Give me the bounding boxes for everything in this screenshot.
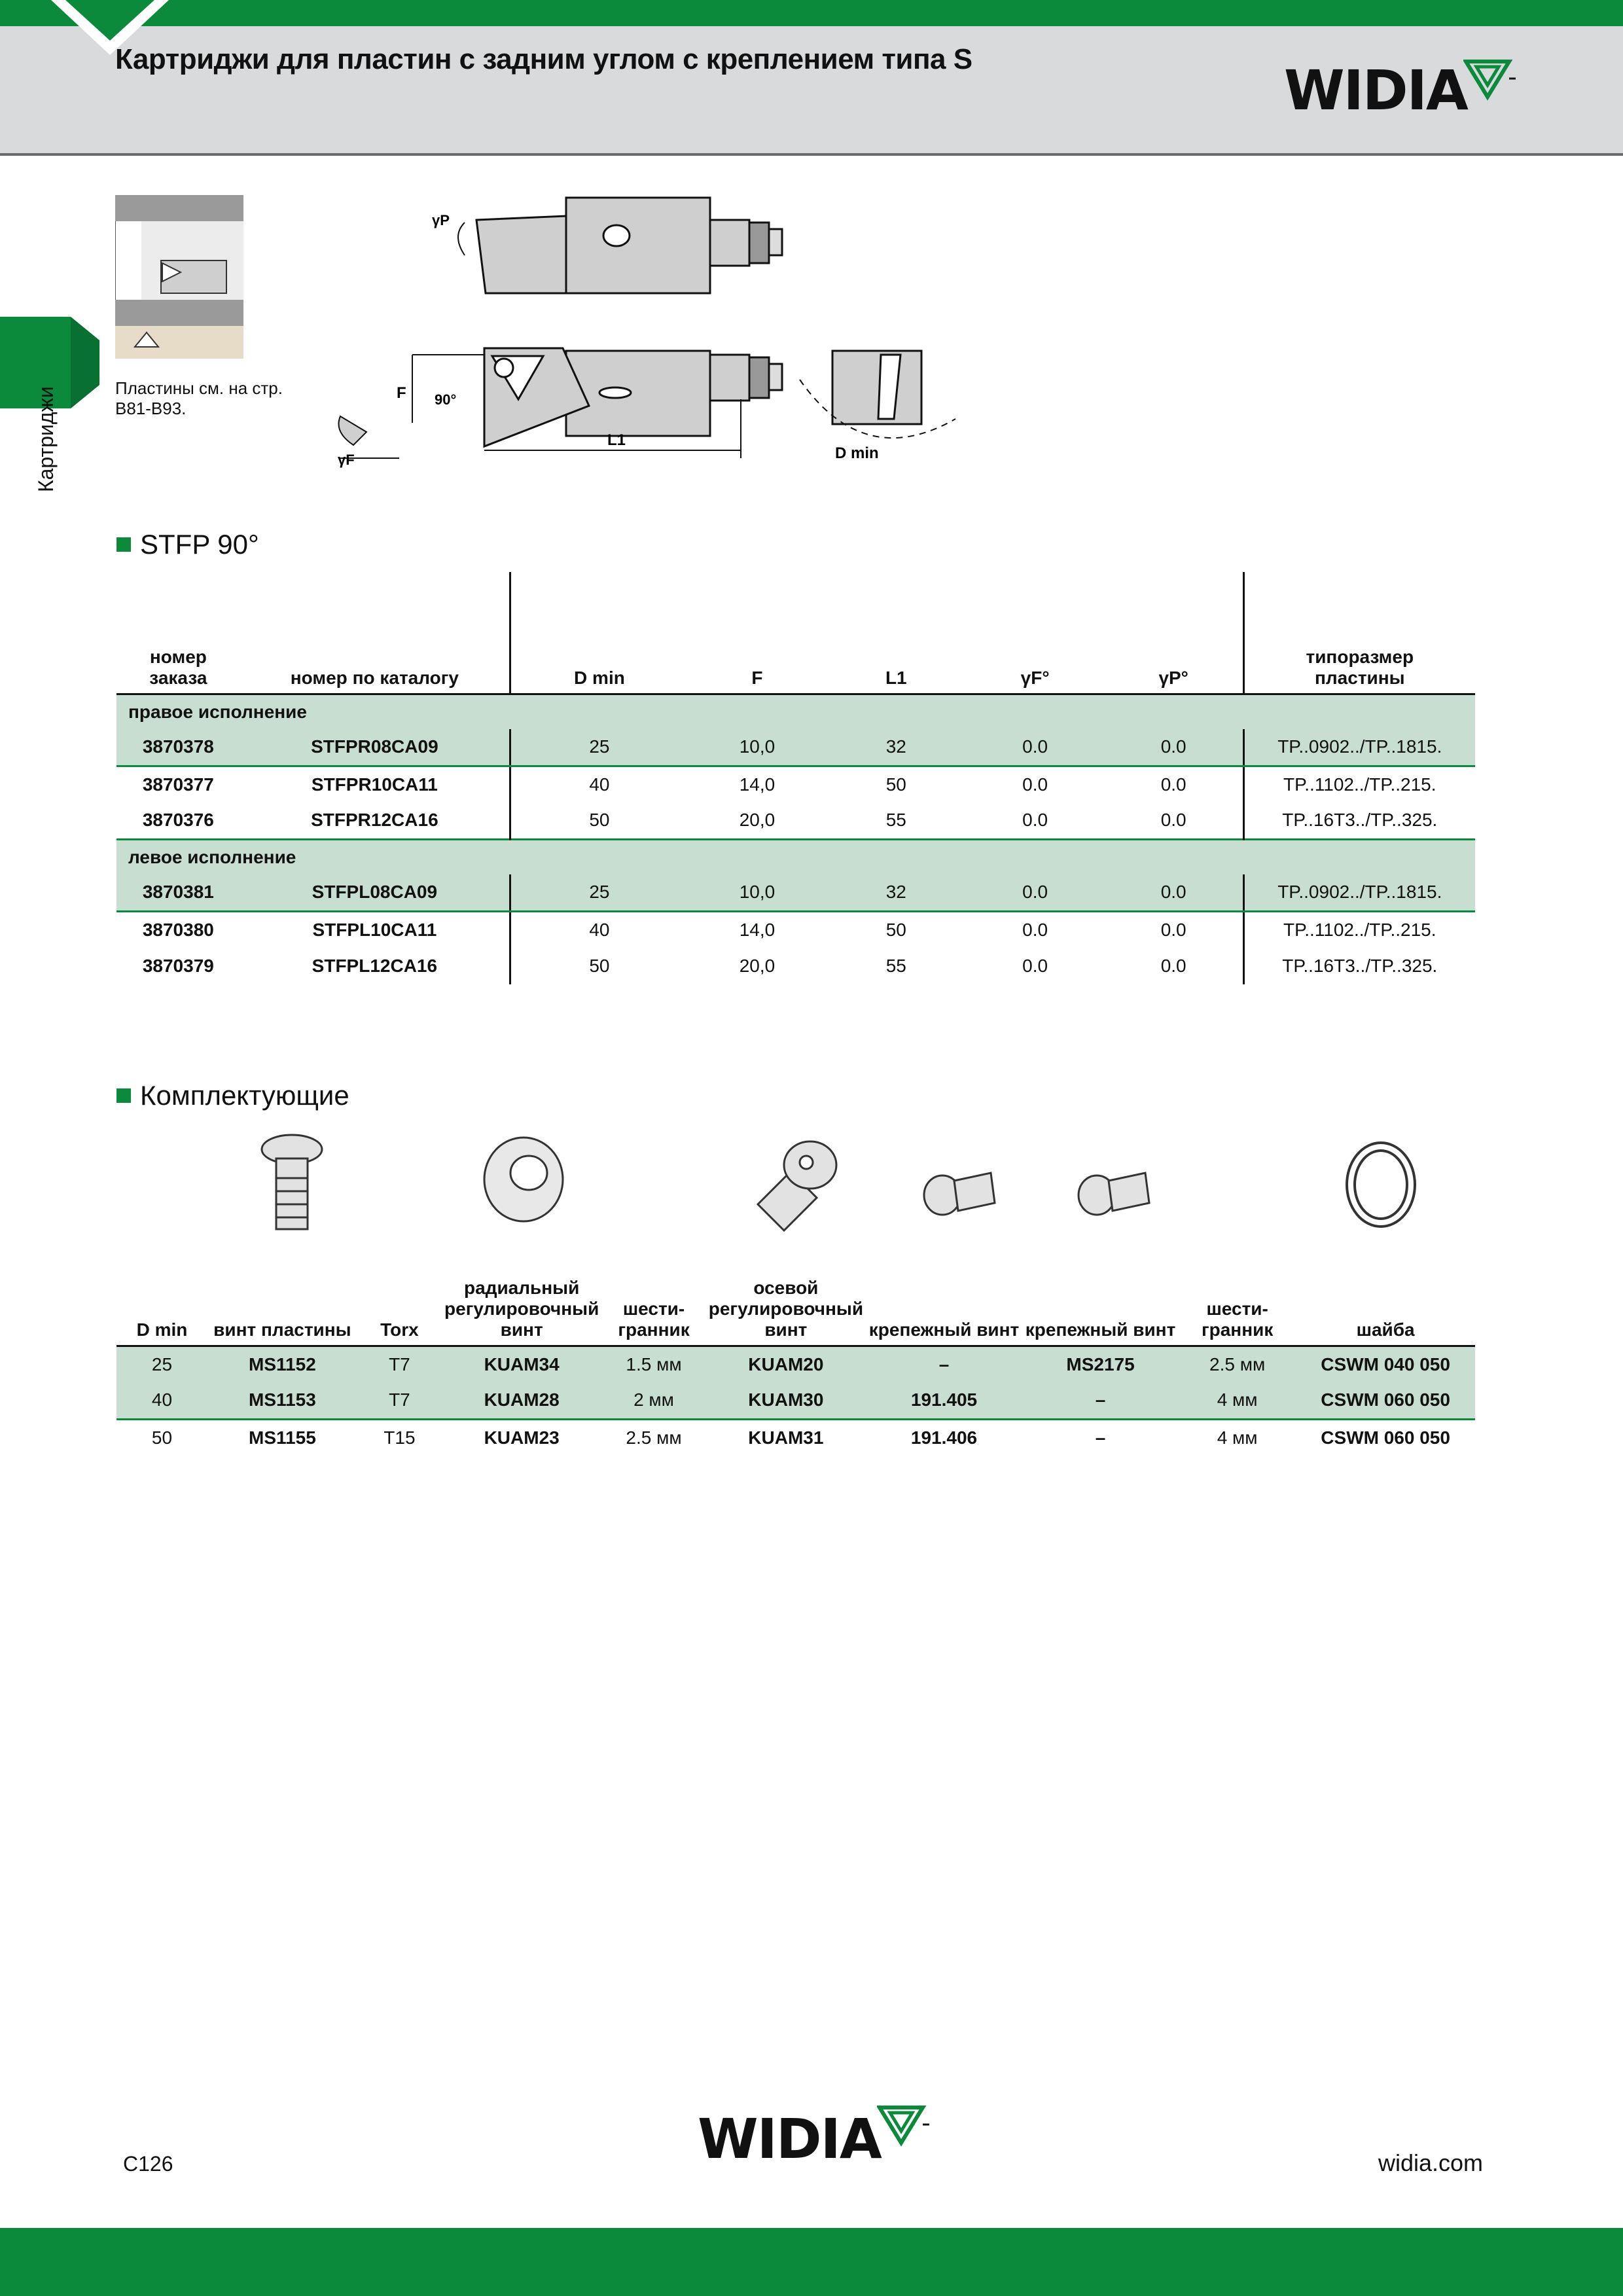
dmin-view	[800, 351, 955, 438]
col-washer: шайба	[1296, 1275, 1475, 1346]
table-row	[116, 911, 1475, 948]
gamma-p-label: γP	[432, 212, 450, 228]
washer-value: CSWM 060 050	[1296, 1382, 1475, 1419]
gamma-f-value: 0.0	[1022, 919, 1048, 940]
section-bullet-icon	[116, 537, 131, 552]
hex-key-value: 2 мм	[601, 1382, 705, 1419]
radial-screw-value: KUAM28	[442, 1382, 601, 1419]
top-accent-bar	[0, 0, 1623, 26]
sidebar-label: Картриджи	[34, 386, 58, 492]
footer-logo-wordmark: WIDIA	[698, 2107, 881, 2171]
washer-value: CSWM 040 050	[1296, 1346, 1475, 1382]
socket-screw-icon	[1079, 1173, 1149, 1215]
widia-triangle-icon	[877, 2105, 929, 2148]
insert-screw-value: MS1153	[207, 1382, 357, 1419]
cartridge-top-view	[476, 198, 782, 293]
gamma-f-value: 0.0	[1022, 956, 1048, 976]
hex-key-value: 4 мм	[1179, 1382, 1296, 1419]
insert-size-value: TP..16T3../TP..325.	[1243, 802, 1475, 839]
page-number: C126	[123, 2152, 173, 2176]
table-row	[116, 1419, 1475, 1456]
group-row	[116, 839, 1475, 874]
logo-wordmark: WIDIA	[1284, 58, 1467, 122]
dmin-value: 50	[510, 948, 688, 984]
washer-value: CSWM 060 050	[1321, 1427, 1450, 1448]
accessories-section-title	[116, 1080, 349, 1111]
catalog-number: STFPR08CA09	[240, 729, 510, 766]
accessories-section-label: Комплектующие	[140, 1080, 349, 1111]
dmin-label: D min	[835, 444, 879, 462]
group-label: левое исполнение	[116, 839, 1475, 874]
order-number: 3870378	[116, 729, 240, 766]
gamma-f-value: 0.0	[1022, 810, 1048, 831]
torx-value: T15	[383, 1427, 416, 1448]
catalog-number: STFPL08CA09	[240, 874, 510, 911]
l1-value: 55	[885, 956, 906, 976]
gamma-p-value: 0.0	[1105, 874, 1243, 911]
col-order-number: номер заказа	[116, 572, 240, 694]
col-f: F	[688, 572, 827, 694]
acc-dmin-value: 50	[151, 1427, 173, 1448]
col-gamma-f: γF°	[965, 572, 1104, 694]
dmin-value: 40	[510, 911, 688, 948]
hex-key-value: 1.5 мм	[601, 1346, 705, 1382]
set-screw-icon	[484, 1138, 563, 1221]
catalog-number: STFPR12CA16	[311, 810, 438, 831]
gamma-p-value: 0.0	[1160, 956, 1186, 976]
insert-size-value: TP..0902../TP..1815.	[1243, 874, 1475, 911]
f-value: 14,0	[739, 919, 776, 940]
table-row	[116, 874, 1475, 911]
insert-size-value: TP..1102../TP..215.	[1243, 766, 1475, 802]
hex-key-value: 2.5 мм	[1179, 1346, 1296, 1382]
col-clamp-screw-2: крепежный винт	[1022, 1275, 1179, 1346]
table-row	[116, 1346, 1475, 1382]
f-value: 10,0	[688, 874, 827, 911]
l1-value: 32	[827, 729, 965, 766]
col-hex-key-1: шести-гранник	[601, 1275, 705, 1346]
section-bullet-icon	[116, 1088, 131, 1103]
col-gamma-p: γP°	[1105, 572, 1243, 694]
gamma-p-value: 0.0	[1160, 919, 1186, 940]
col-catalog-number: номер по каталогу	[240, 572, 510, 694]
torx-value: T7	[357, 1382, 442, 1419]
adjusting-screw-icon	[758, 1141, 836, 1230]
l1-value: 50	[885, 774, 906, 795]
order-number: 3870376	[142, 810, 214, 831]
stfp-section-label: STFP 90°	[140, 529, 259, 560]
torx-screw-icon	[262, 1135, 322, 1229]
clamp-screw-value: MS2175	[1022, 1346, 1179, 1382]
table-row	[116, 1382, 1475, 1419]
radial-screw-value: KUAM23	[484, 1427, 560, 1448]
gamma-p-value: 0.0	[1160, 810, 1186, 831]
angle-label: 90°	[435, 391, 457, 408]
col-axial-screw: осевой регулировочный винт	[706, 1275, 866, 1346]
insert-size-value: TP..1102../TP..215.	[1243, 911, 1475, 948]
group-label: правое исполнение	[116, 694, 1475, 729]
insert-size-value: TP..16T3../TP..325.	[1243, 948, 1475, 984]
insert-reference-note: Пластины см. на стр. B81-B93.	[115, 378, 283, 419]
washer-icon	[1347, 1143, 1415, 1227]
col-insert-size: типоразмер пластины	[1243, 572, 1475, 694]
axial-screw-value: KUAM31	[748, 1427, 824, 1448]
torx-value: T7	[357, 1346, 442, 1382]
catalog-number: STFPL10CA11	[312, 919, 437, 940]
clamp-screw-value: –	[1095, 1427, 1106, 1448]
hex-key-value: 4 мм	[1217, 1427, 1258, 1448]
order-number: 3870379	[142, 956, 214, 976]
gamma-f-value: 0.0	[965, 729, 1104, 766]
footer-widia-logo	[698, 2107, 929, 2171]
accessories-table	[116, 1275, 1475, 1456]
dmin-value: 50	[510, 802, 688, 839]
col-radial-screw: радиальный регулировочный винт	[442, 1275, 601, 1346]
order-number: 3870381	[116, 874, 240, 911]
gamma-f-value: 0.0	[965, 874, 1104, 911]
radial-screw-value: KUAM34	[442, 1346, 601, 1382]
f-value: 20,0	[739, 810, 776, 831]
website-link[interactable]: widia.com	[1378, 2149, 1484, 2176]
stfp-section-title	[116, 529, 259, 560]
acc-dmin-value: 40	[116, 1382, 207, 1419]
accessories-icons	[116, 1126, 1478, 1237]
bottom-accent-bar	[0, 2228, 1623, 2296]
group-row	[116, 694, 1475, 729]
clamp-screw-value: 191.406	[910, 1427, 978, 1448]
col-hex-key-2: шести-гранник	[1179, 1275, 1296, 1346]
acc-dmin-value: 25	[116, 1346, 207, 1382]
table-row	[116, 948, 1475, 984]
insert-screw-value: MS1155	[249, 1427, 316, 1448]
axial-screw-value: KUAM30	[706, 1382, 866, 1419]
col-acc-dmin: D min	[116, 1275, 207, 1346]
axial-screw-value: KUAM20	[706, 1346, 866, 1382]
f-value: 10,0	[688, 729, 827, 766]
table-row	[116, 766, 1475, 802]
table-row	[116, 729, 1475, 766]
l1-value: 32	[827, 874, 965, 911]
corner-notch-inner	[65, 0, 154, 41]
page-title: Картриджи для пластин с задним углом с креплением типа S	[115, 43, 972, 75]
l1-value: 55	[885, 810, 906, 831]
clamp-screw-value: –	[1022, 1382, 1179, 1419]
dmin-value: 25	[510, 729, 688, 766]
table-row	[116, 802, 1475, 839]
order-number: 3870377	[142, 774, 214, 795]
clamp-screw-value: –	[866, 1346, 1022, 1382]
boring-thumbnail-image	[115, 195, 243, 359]
col-l1: L1	[827, 572, 965, 694]
insert-screw-value: MS1152	[207, 1346, 357, 1382]
widia-logo	[1284, 58, 1516, 122]
catalog-number: STFPL12CA16	[312, 956, 438, 976]
gamma-p-value: 0.0	[1105, 729, 1243, 766]
insert-size-value: TP..0902../TP..1815.	[1243, 729, 1475, 766]
col-clamp-screw-1: крепежный винт	[866, 1275, 1022, 1346]
col-dmin: D min	[510, 572, 688, 694]
gamma-f-label: γF	[338, 452, 355, 468]
l1-label: L1	[607, 431, 626, 449]
l1-value: 50	[885, 919, 906, 940]
hex-key-value: 2.5 мм	[626, 1427, 682, 1448]
stfp-table	[116, 572, 1475, 984]
socket-screw-icon	[924, 1173, 995, 1215]
dmin-value: 40	[510, 766, 688, 802]
gamma-p-value: 0.0	[1160, 774, 1186, 795]
gamma-f-value: 0.0	[1022, 774, 1048, 795]
dmin-value: 25	[510, 874, 688, 911]
catalog-number: STFPR10CA11	[311, 774, 438, 795]
f-label: F	[397, 384, 406, 402]
clamp-screw-value: 191.405	[866, 1382, 1022, 1419]
col-insert-screw: винт пластины	[207, 1275, 357, 1346]
f-value: 20,0	[739, 956, 776, 976]
cartridge-side-view	[484, 348, 782, 446]
col-torx: Torx	[357, 1275, 442, 1346]
order-number: 3870380	[142, 919, 214, 940]
f-value: 14,0	[739, 774, 776, 795]
cartridge-diagram	[327, 183, 982, 478]
widia-triangle-icon	[1463, 59, 1516, 102]
